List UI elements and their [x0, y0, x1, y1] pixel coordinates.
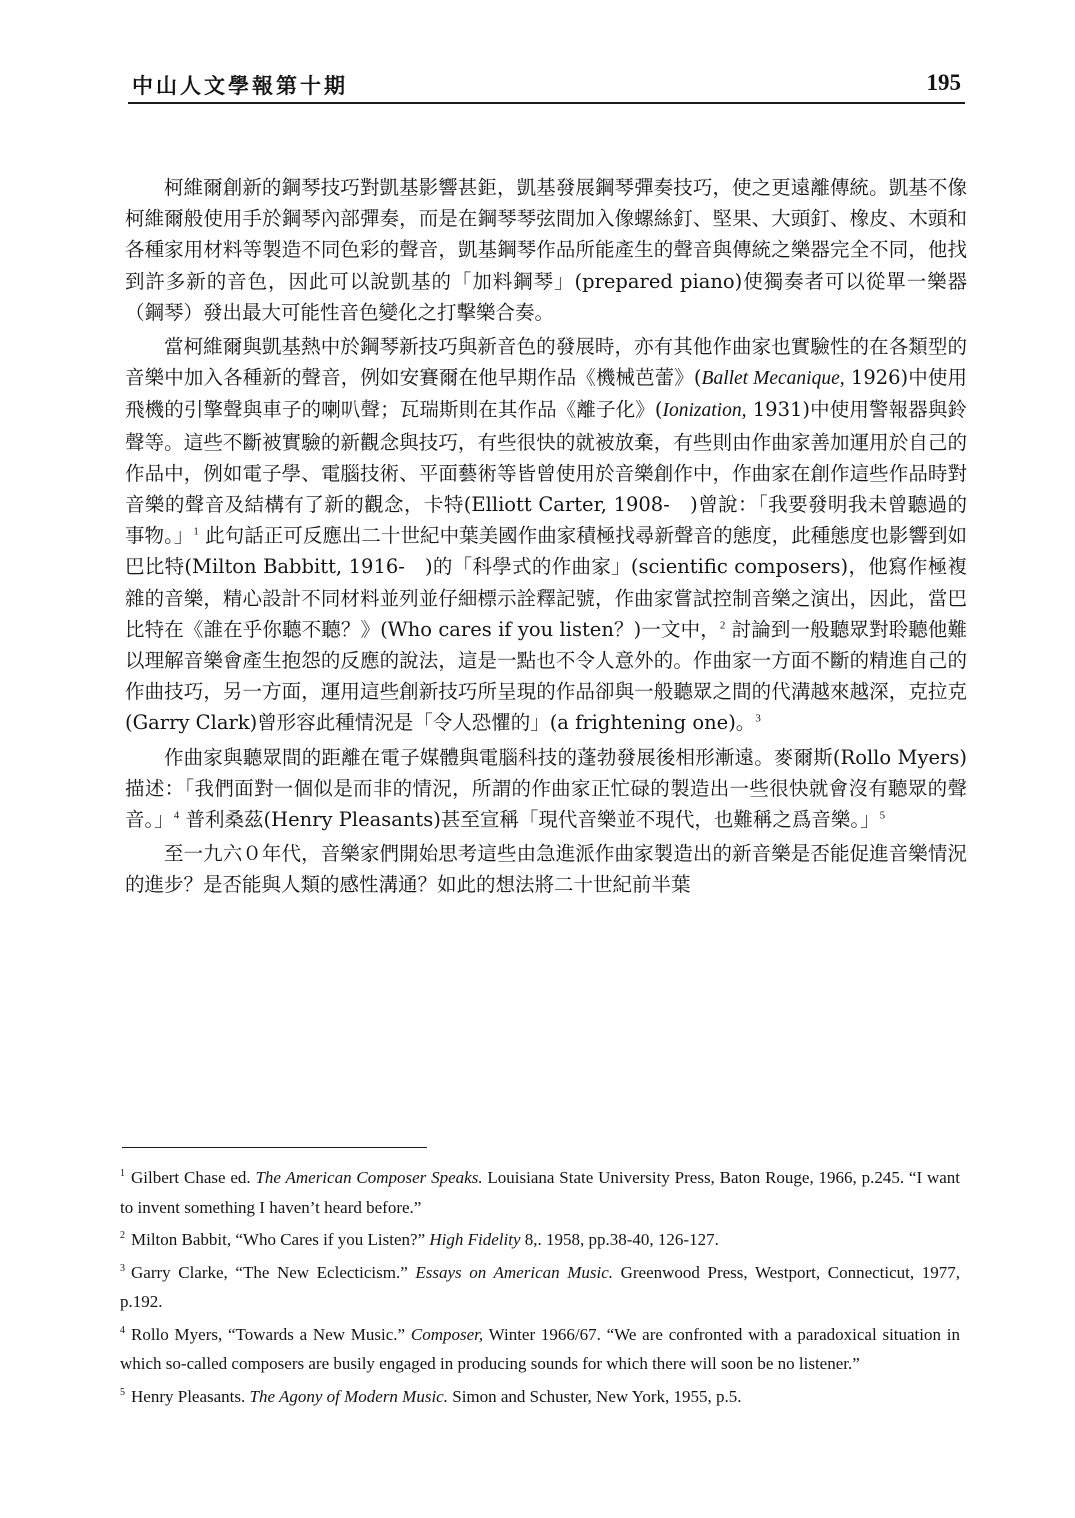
text-run: 8,. 1958, pp.38-40, 126-127.	[520, 1230, 719, 1249]
text-run: 作曲家與聽眾間的距離在電子媒體與電腦科技的蓬勃發展後相形漸遠。麥爾斯(Rollo Myers)描述：「我們面對一個似是而非的情況，所謂的作曲家正忙碌的製造出一些很快就會沒有聽眾的聲音。」	[125, 745, 967, 832]
text-run: 普利桑茲(Henry Pleasants)甚至宣稱「現代音樂並不現代，也難稱之爲音樂。」	[179, 808, 880, 832]
text-run: 當柯維爾與凱基熱中於鋼琴新技巧與新音色的發展時，亦有其他作曲家也實驗性的在各類型的音樂中加入各種新的聲音，例如安賽爾在他早期作品《機械芭蕾》(	[125, 335, 967, 390]
italic-title: Essays on American Music.	[415, 1262, 614, 1282]
paragraph	[125, 331, 967, 739]
text-run: Winter 1966/67. “We are confronted with a paradoxical situation in which so-called composers are busily engaged in producing sounds for which there will soon be no listener.”	[120, 1324, 960, 1373]
text-run: Louisiana State University Press, Baton Rouge, 1966, p.245. “I want to invent something I haven’t heard before.”	[120, 1168, 960, 1217]
text-run: 1931)中使用警報器與鈴聲等。這些不斷被實驗的新觀念與技巧，有些很快的就被放棄，有些則由作曲家善加運用於自己的作品中，例如電子學、電腦技術、平面藝術等皆曾使用於音樂創作中，作曲家在創作這些作品時對音樂的聲音及結構有了新的觀念，卡特(Elliott Carter, 1908- )曾說：「我要發明我未曾聽過的事物。」	[125, 398, 968, 548]
text-run: Henry Pleasants.	[131, 1386, 250, 1406]
running-header	[128, 68, 965, 104]
footnote-marker: 2	[120, 1230, 125, 1242]
footnote-marker: 5	[120, 1386, 125, 1398]
text-run: Garry Clarke, “The New Eclecticism.”	[131, 1262, 416, 1282]
footnote-marker: 2	[719, 619, 726, 632]
body-text	[125, 172, 967, 904]
paragraph	[125, 838, 967, 900]
italic-title: High Fidelity	[429, 1230, 521, 1249]
footnote-marker: 3	[120, 1262, 125, 1274]
text-run: 討論到一般聽眾對聆聽他難以理解音樂會產生抱怨的反應的說法，這是一點也不令人意外的。作曲家一方面不斷的精進自己的作曲技巧，另一方面，運用這些創新技巧所呈現的作品卻與一般聽眾之間的代溝越來越深，克拉克(Garry Clark)曾形容此種情況是「令人恐懼的」(a frightening one)。	[125, 617, 968, 735]
text-run: 1926)中使用飛機的引擎聲與車子的喇叭聲；瓦瑞斯則在其作品《離子化》(	[125, 366, 968, 422]
footnote-marker: 5	[879, 809, 886, 822]
footnote	[120, 1258, 960, 1317]
text-run: Milton Babbit, “Who Cares if you Listen?”	[131, 1230, 430, 1249]
paragraph	[125, 172, 967, 328]
footnote-marker: 1	[193, 525, 199, 538]
footnote	[120, 1225, 960, 1255]
footnotes	[120, 1163, 960, 1414]
footnote-marker: 3	[755, 712, 761, 725]
footnote	[120, 1320, 960, 1379]
text-run: Gilbert Chase ed.	[131, 1168, 256, 1187]
paragraph	[125, 742, 967, 836]
footnote-marker: 4	[173, 809, 180, 822]
text-run: Greenwood Press, Westport, Connecticut, 1977, p.192.	[120, 1262, 960, 1311]
text-run: 柯維爾創新的鋼琴技巧對凱基影響甚鉅，凱基發展鋼琴彈奏技巧，使之更遠離傳統。凱基不像柯維爾般使用手於鋼琴內部彈奏，而是在鋼琴琴弦間加入像螺絲釘、堅果、大頭釘、橡皮、木頭和各種家用材料等製造不同色彩的聲音，凱基鋼琴作品所能產生的聲音與傳統之樂器完全不同，他找到許多新的音色，因此可以說凱基的「加料鋼琴」(prepared piano)使獨奏者可以從單一樂器（鋼琴）發出最大可能性音色變化之打擊樂合奏。	[125, 176, 967, 324]
italic-title: The Agony of Modern Music.	[249, 1386, 448, 1406]
footnote-marker: 4	[120, 1324, 125, 1336]
italic-title: Ballet Mecanique,	[701, 368, 845, 390]
italic-title: Composer,	[410, 1324, 484, 1344]
text-run: 至一九六０年代，音樂家們開始思考這些由急進派作曲家製造出的新音樂是否能促進音樂情況的進步？是否能與人類的感性溝通？如此的想法將二十世紀前半葉	[125, 842, 967, 897]
footnote	[120, 1382, 960, 1412]
footnote-marker: 1	[120, 1168, 125, 1180]
italic-title: The American Composer Speaks.	[255, 1168, 483, 1187]
text-run: Rollo Myers, “Towards a New Music.”	[131, 1324, 411, 1344]
text-run: Simon and Schuster, New York, 1955, p.5.	[447, 1386, 742, 1406]
page-number: 195	[926, 70, 961, 95]
text-run: 此句話正可反應出二十世紀中葉美國作曲家積極找尋新聲音的態度，此種態度也影響到如巴比特(Milton Babbitt, 1916- )的「科學式的作曲家」(scientific composers)，他寫作極複雜的音樂，精心設計不同材料並列並仔細標示詮釋記號，作曲家嘗試控制音樂之演出，因此，當巴比特在《誰在乎你聽不聽？》(Who cares if you listen？)一文中，	[125, 524, 967, 641]
footnote	[120, 1163, 960, 1222]
journal-title: 中山人文學報第十期	[132, 73, 348, 98]
footnote-divider	[122, 1147, 427, 1148]
italic-title: Ionization,	[662, 400, 747, 422]
